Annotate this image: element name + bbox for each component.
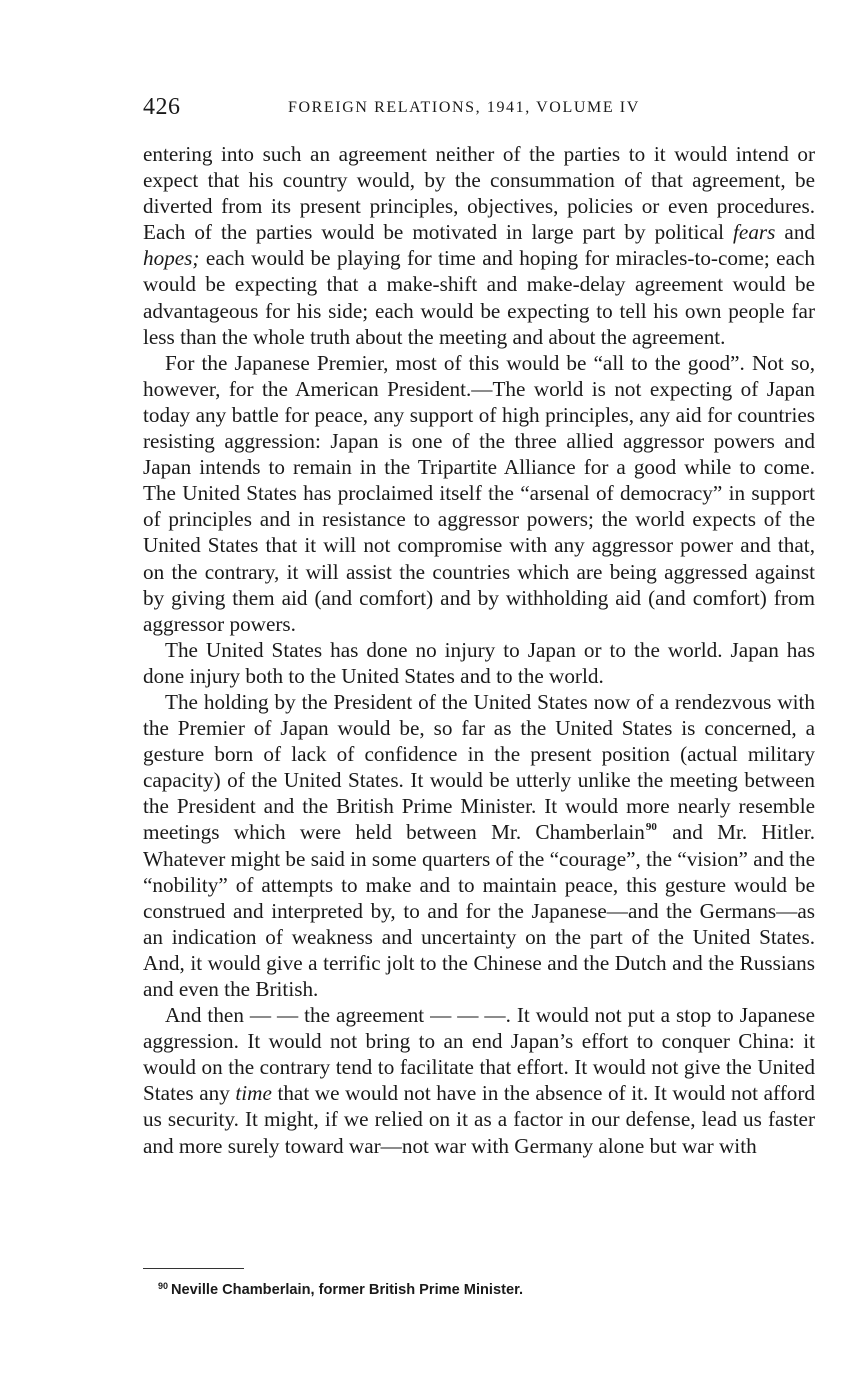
paragraph-1-end: each would be playing for time and hoping for miracles-to-come; each would be expecting that a make-shift and make-delay agreement would be advantageous for his side; each would be expecting to tell his own people far less than the whole truth about the meeting and about the agreement. xyxy=(143,246,815,349)
emphasis-fears: fears xyxy=(733,220,776,245)
paragraph-4-end: and Mr. Hitler. Whatever might be said in some quarters of the “courage”, the “vision” and the “nobility” of attempts to make and to maintain peace, this gesture would be construed and interpreted by, to and for the Japanese—and the Germans—as an indication of weakness and uncertainty on the part of the United States. And, it would give a terrific jolt to the Chinese and the Dutch and the Russians and even the British. xyxy=(143,820,815,1001)
footnote-reference[interactable]: 90 xyxy=(645,821,657,834)
running-head: FOREIGN RELATIONS, 1941, VOLUME IV xyxy=(288,99,640,116)
paragraph-5-end: that we would not have in the absence of it. It would not afford us security. It might, if we relied on it as a factor in our defense, lead us faster and more surely toward war—not war with Germany alone but war with xyxy=(143,1081,816,1158)
paragraph-5-text: And then — — the agreement — — —. It would not put a stop to Japanese aggression. It would not bring to an end Japan’s effort to conquer China: it would on the contrary tend to facilitate that effort. It would not give the United States any xyxy=(143,1003,815,1106)
paragraph-1-mid: and xyxy=(775,220,816,245)
page-number: 426 xyxy=(143,94,181,120)
emphasis-hopes: hopes; xyxy=(143,246,200,271)
paragraph-5 xyxy=(143,1002,815,1159)
paragraph-2: For the Japanese Premier, most of this would be “all to the good”. Not so, however, for the American President.—The world is not expecting of Japan today any battle for peace, any support of high principles, any aid for countries resisting aggression: Japan is one of the three allied aggressor powers and Japan intends to remain in the Tripartite Alliance for a good while to come. The United States has proclaimed itself the “arsenal of democracy” in support of principles and in resistance to aggressor powers; the world expects of the United States that it will not compromise with any aggressor power and that, on the contrary, it will assist the countries which are being aggressed against by giving them aid (and comfort) and by withholding aid (and comfort) from aggressor powers. xyxy=(143,350,815,636)
paragraph-3: The United States has done no injury to Japan or to the world. Japan has done injury both to the United States and to the world. xyxy=(143,637,815,688)
footnote xyxy=(158,1281,798,1298)
footnote-marker: 90 xyxy=(158,1281,169,1291)
paragraph-4 xyxy=(143,689,815,1002)
paragraph-1-text: entering into such an agreement neither of the parties to it would intend or expect that his country would, by the consummation of that agreement, be diverted from its present principles, objectives, policies or even procedures. Each of the parties would be motivated in large part by political xyxy=(143,142,815,245)
footnote-text: Neville Chamberlain, former British Prime Minister. xyxy=(171,1282,523,1298)
footnote-divider xyxy=(143,1268,244,1269)
paragraph-4-text: The holding by the President of the United States now of a rendezvous with the Premier of Japan would be, so far as the United States is concerned, a gesture born of lack of confidence in the present position (actual military capacity) of the United States. It would be utterly unlike the meeting between the President and the British Prime Minister. It would more nearly resemble meetings which were held between Mr. Chamberlain xyxy=(143,689,815,845)
page-header xyxy=(143,94,815,124)
paragraph-1 xyxy=(143,141,815,350)
emphasis-time: time xyxy=(235,1081,272,1106)
body-text xyxy=(143,141,815,1159)
